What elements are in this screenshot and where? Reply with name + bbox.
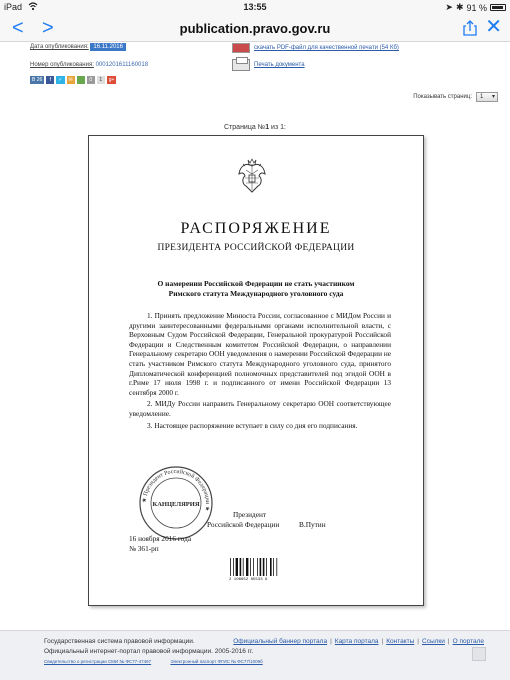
footer-link-separator: | — [417, 638, 419, 645]
carrier-label: iPad — [4, 2, 23, 12]
barcode-bar — [246, 558, 248, 576]
battery-fill — [492, 6, 503, 9]
status-bar — [0, 0, 510, 14]
browser-toolbar — [0, 14, 510, 42]
document-heading — [129, 279, 383, 299]
battery-percent: 91 % — [466, 2, 487, 13]
document-subtitle: ПРЕЗИДЕНТА РОССИЙСКОЙ ФЕДЕРАЦИИ — [157, 243, 355, 253]
social-button[interactable] — [77, 76, 85, 84]
footer-links — [233, 638, 484, 645]
social-buttons — [30, 76, 116, 84]
barcode-bar — [266, 558, 267, 576]
footer-line-2: Официальный интернет-портал правовой информации. 2005-2016 гг. — [44, 648, 254, 655]
social-button[interactable]: g+ — [108, 77, 115, 83]
passport-link[interactable]: Электронный паспорт ФГИС № ФС77/1009б — [170, 659, 263, 664]
barcode-bar — [240, 558, 242, 576]
signer-name: В.Путин — [299, 519, 326, 529]
barcode-bar — [263, 558, 265, 576]
pages-label: Показывать страниц: — [413, 94, 472, 100]
page-counter-current: 1 — [265, 124, 270, 131]
number-label: Номер опубликования: — [30, 62, 94, 68]
share-icon[interactable] — [462, 20, 478, 36]
close-icon[interactable]: ✕ — [485, 16, 502, 38]
footer-link-separator: | — [381, 638, 384, 645]
barcode-bar — [230, 558, 231, 576]
footer-link[interactable]: Карта портала — [334, 638, 379, 645]
paragraph-2: 2. МИДу России направить Генеральному секретарю ООН соответствующее уведомление. — [129, 399, 391, 418]
printer-icon — [232, 59, 250, 71]
publication-date-row — [30, 44, 126, 50]
site-footer — [0, 630, 510, 680]
date-value: 16.11.2016 — [90, 43, 126, 51]
expand-icon[interactable] — [472, 647, 486, 661]
footer-link-separator: | — [330, 638, 332, 645]
barcode-bar — [257, 558, 258, 576]
publication-number-row — [30, 62, 148, 68]
clock: 13:55 — [243, 2, 267, 12]
footer-link[interactable]: Контакты — [386, 638, 415, 645]
document-heading-line-2: Римского статута Международного уголовного суда — [168, 289, 344, 298]
barcode-bar — [243, 558, 244, 576]
pages-selector-row — [413, 92, 498, 102]
paragraph-3: 3. Настоящее распоряжение вступает в силу со дня его подписания. — [147, 420, 358, 430]
stamp-ring-path: ★ Президент Российской Федерации ★ — [141, 468, 211, 512]
location-icon: ➤ — [445, 2, 453, 12]
social-button[interactable]: ✓ — [58, 77, 63, 83]
footer-line-1: Государственная система правовой информации. — [44, 638, 195, 645]
number-value: 0001201611160018 — [95, 62, 149, 68]
barcode-bar — [276, 558, 277, 576]
footer-link[interactable]: Ссылки — [422, 638, 445, 645]
pages-select[interactable]: 1 ▾ — [476, 92, 498, 102]
barcode-bar — [253, 558, 254, 576]
print-link[interactable]: Печать документа — [254, 62, 305, 68]
document-title: РАСПОРЯЖЕНИЕ — [180, 220, 332, 237]
social-button[interactable]: 1 — [97, 76, 105, 84]
page-counter-prefix: Страница № — [224, 124, 266, 131]
pdf-icon — [232, 43, 250, 53]
date-label: Дата опубликования: — [30, 44, 89, 50]
social-button[interactable]: ✉ — [68, 77, 73, 83]
footer-line-3 — [44, 659, 281, 664]
pdf-download-link[interactable]: скачать PDF-файл для качественной печати (54 Кб) — [254, 45, 399, 51]
footer-link-separator: | — [447, 638, 450, 645]
barcode-bar — [233, 558, 234, 576]
signature-block — [179, 510, 326, 529]
document-heading-line-1: О намерении Российской Федерации не стать участником — [157, 279, 355, 288]
back-button[interactable]: < — [12, 17, 24, 39]
document-date: 16 ноября 2016 года — [129, 534, 192, 543]
status-right — [445, 2, 506, 13]
document-body — [129, 311, 391, 432]
footer-link[interactable]: О портале — [452, 638, 484, 645]
barcode-bar — [236, 558, 238, 576]
sign-line-1: Президент — [233, 510, 267, 519]
barcode-bar — [270, 558, 272, 576]
battery-icon — [490, 4, 506, 11]
document-page — [88, 135, 424, 606]
paragraph-1: 1. Принять предложение Минюста России, согласованное с МИДом России и другими заинтересованными федеральными органами исполнительной власти, с Верховным Судом Российской Федерации, Генеральной прокуратурой Российской Федерации и Следственным комитетом Российской Федерации, о направлении Генеральному секретарю ООН уведомления о намерении Российской Федерации не стать участником Римского статута Международного уголовного суда, принятого Дипломатической конференцией полномочных представителей под эгидой ООН в г.Риме 17 июля 1998 г. и подписанного от имени Российской Федерации 13 сентября 2000 г. — [129, 311, 391, 397]
page-counter-suffix: из 1: — [269, 124, 286, 131]
social-button[interactable]: f — [46, 76, 54, 84]
registration-link[interactable]: Свидетельство о регистрации СМИ № ФС77-47467 — [44, 659, 152, 664]
address-bar[interactable]: publication.pravo.gov.ru — [179, 21, 331, 36]
barcode-bar — [260, 558, 262, 576]
footer-link[interactable]: Официальный баннер портала — [233, 638, 328, 645]
pdf-download-row[interactable] — [232, 43, 399, 53]
sign-line-2: Российской Федерации — [207, 519, 280, 529]
document-date-block — [129, 534, 191, 553]
barcode-icon — [229, 558, 285, 576]
bluetooth-icon: ✱ — [455, 2, 464, 12]
document-number: № 361-рп — [129, 543, 159, 553]
barcode-bar — [273, 558, 274, 576]
barcode-number: 2 106652 85533 6 — [229, 578, 268, 582]
page-counter — [0, 124, 510, 131]
stamp-center-text: КАНЦЕЛЯРИЯ — [152, 501, 200, 508]
barcode-bar — [250, 558, 251, 576]
forward-button[interactable]: > — [42, 17, 54, 39]
print-row[interactable] — [232, 59, 305, 71]
chancellery-stamp — [137, 464, 215, 542]
social-button[interactable]: 0 — [87, 76, 95, 84]
coat-of-arms-icon — [236, 158, 268, 196]
social-button[interactable]: В 26 — [32, 77, 43, 83]
